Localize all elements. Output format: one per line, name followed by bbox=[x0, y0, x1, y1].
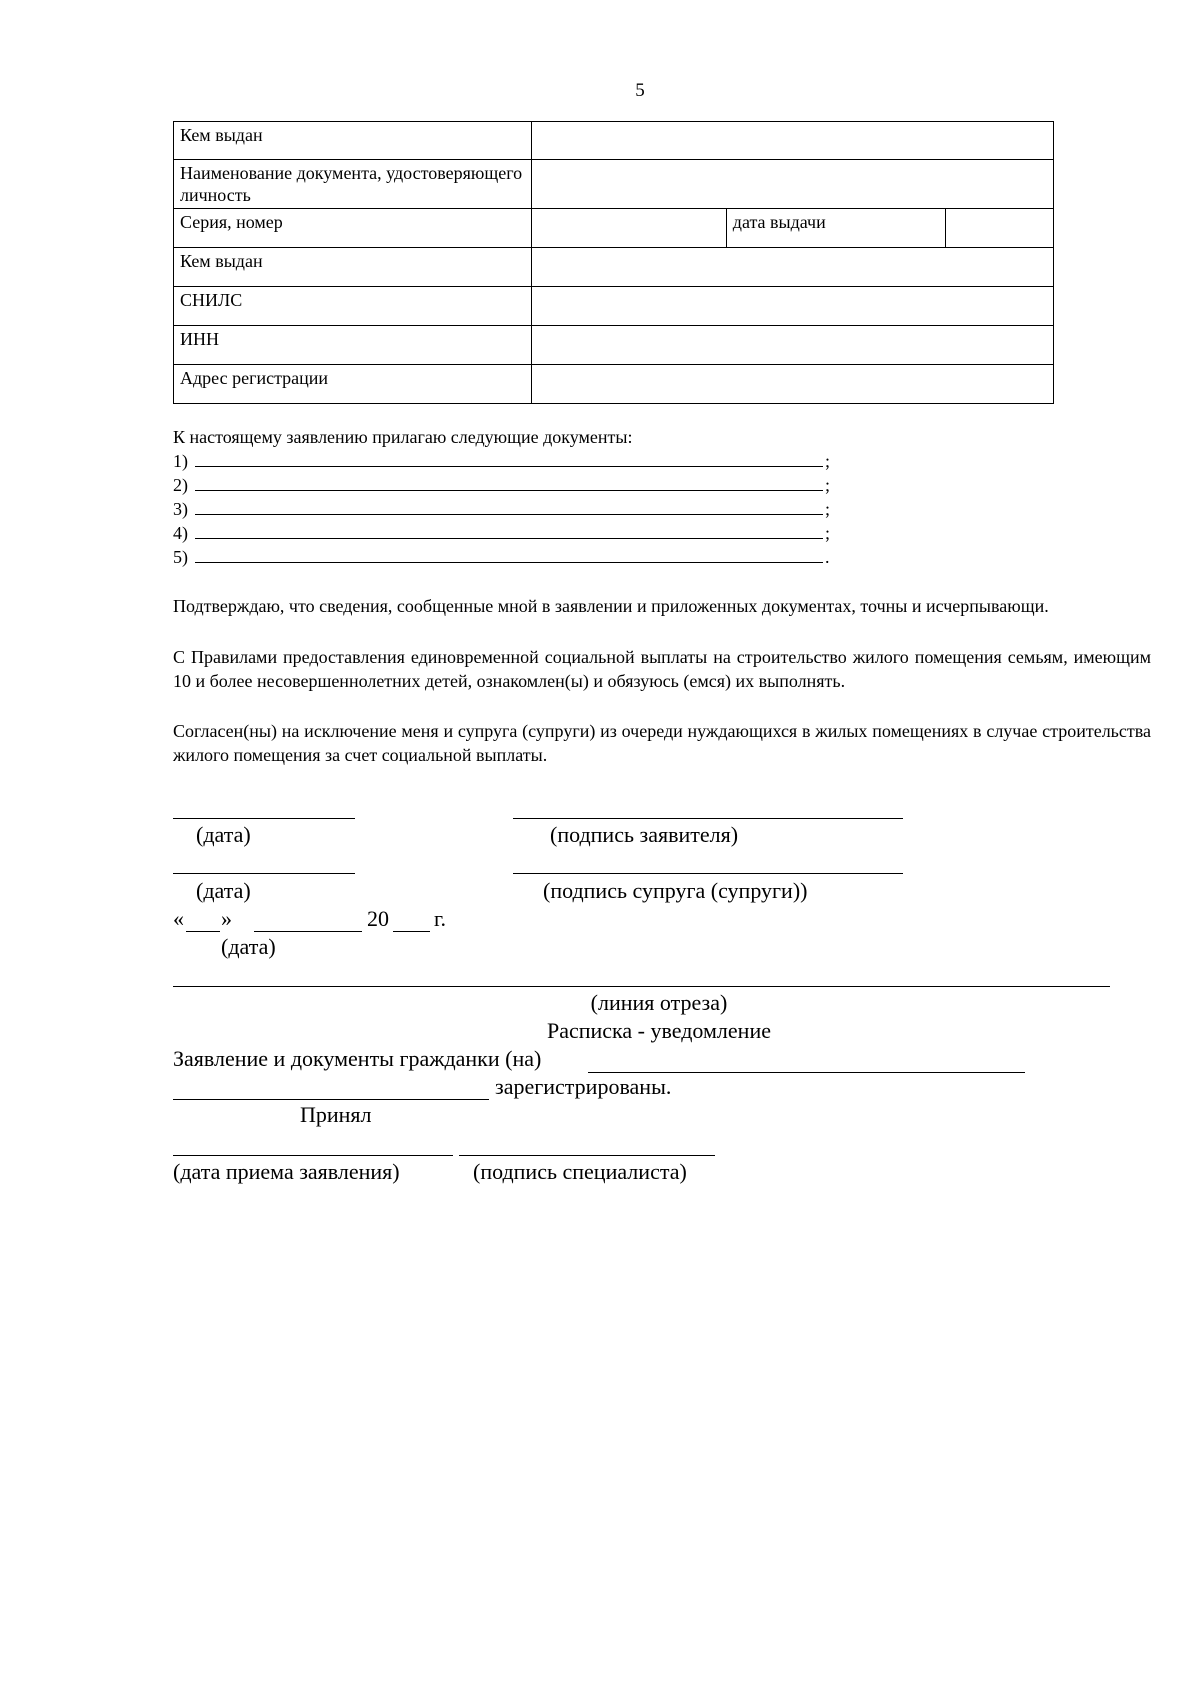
rules-paragraph: С Правилами предоставления единовременной социальной выплаты на строительство жилого помещения семьям, имеющим 10 и более несовершеннолетних детей, ознакомлен(ы) и обязуюсь (емся) их выполнять. bbox=[173, 647, 1151, 691]
list-item: 4) ; bbox=[173, 523, 831, 543]
row-label-issued-by: Кем выдан bbox=[174, 122, 532, 160]
spouse-signature-line bbox=[513, 873, 903, 874]
row-label-address: Адрес регистрации bbox=[174, 365, 532, 404]
page-number: 5 bbox=[635, 80, 645, 101]
cut-line bbox=[173, 986, 1110, 987]
applicant-signature-label: (подпись заявителя) bbox=[550, 822, 739, 847]
table-row bbox=[174, 248, 1054, 287]
attachments-list bbox=[173, 426, 833, 569]
applicant-name-line bbox=[173, 1099, 489, 1100]
fill-line bbox=[195, 473, 823, 491]
table-row bbox=[174, 365, 1054, 404]
date-line bbox=[173, 818, 355, 819]
month-line bbox=[254, 931, 362, 932]
value-cell bbox=[531, 365, 1053, 404]
fill-line bbox=[195, 521, 823, 539]
table-row bbox=[174, 287, 1054, 326]
receipt-date-label: (дата приема заявления) bbox=[173, 1159, 400, 1184]
date-label: (дата) bbox=[196, 822, 251, 847]
cut-line-label: (линия отреза) bbox=[590, 990, 728, 1015]
fill-line bbox=[195, 497, 823, 515]
year-suffix: г. bbox=[434, 906, 447, 931]
row-label-inn: ИНН bbox=[174, 326, 532, 365]
personal-info-table bbox=[173, 121, 1054, 404]
row-label-issued-by: Кем выдан bbox=[174, 248, 532, 287]
spouse-signature-label: (подпись супруга (супруги)) bbox=[543, 878, 808, 903]
value-cell bbox=[531, 209, 726, 248]
year-line bbox=[393, 931, 430, 932]
list-item: 2) ; bbox=[173, 475, 831, 495]
fill-line bbox=[195, 449, 823, 467]
list-item: 5) . bbox=[173, 547, 830, 567]
fill-line bbox=[195, 545, 823, 563]
year-prefix: 20 bbox=[367, 906, 389, 931]
list-item: 3) ; bbox=[173, 499, 831, 519]
value-cell bbox=[946, 209, 1054, 248]
value-cell bbox=[531, 122, 1053, 160]
consent-paragraph: Согласен(ны) на исключение меня и супруга (супруги) из очереди нуждающихся в жилых помещениях в случае строительства жилого помещения за счет социальной выплаты. bbox=[173, 721, 1151, 765]
confirm-paragraph: Подтверждаю, что сведения, сообщенные мной в заявлении и приложенных документах, точны и исчерпывающи. bbox=[173, 596, 1049, 616]
receipt-applicant-text: Заявление и документы гражданки (на) bbox=[173, 1046, 542, 1071]
applicant-signature-line bbox=[513, 818, 903, 819]
receipt-title: Расписка - уведомление bbox=[546, 1018, 771, 1043]
row-label-series-number: Серия, номер bbox=[174, 209, 532, 248]
value-cell bbox=[531, 326, 1053, 365]
date-label: (дата) bbox=[221, 934, 276, 959]
receipt-registered: зарегистрированы. bbox=[495, 1074, 672, 1099]
row-label-id-document: Наименование документа, удостоверяющего личность bbox=[174, 160, 532, 209]
value-cell bbox=[531, 160, 1053, 209]
row-label-snils: СНИЛС bbox=[174, 287, 532, 326]
value-cell bbox=[531, 287, 1053, 326]
date-line bbox=[173, 873, 355, 874]
row-label-issue-date: дата выдачи bbox=[726, 209, 945, 248]
day-line bbox=[186, 931, 220, 932]
specialist-signature-label: (подпись специалиста) bbox=[473, 1159, 687, 1184]
specialist-signature-line bbox=[459, 1155, 715, 1156]
date-label: (дата) bbox=[196, 878, 251, 903]
table-row bbox=[174, 326, 1054, 365]
receipt-date-line bbox=[173, 1155, 453, 1156]
date-close-quote: » bbox=[221, 906, 232, 931]
table-row bbox=[174, 122, 1054, 160]
applicant-name-line bbox=[588, 1072, 1025, 1073]
receipt-accepted: Принял bbox=[300, 1102, 372, 1127]
value-cell bbox=[531, 248, 1053, 287]
table-row bbox=[174, 209, 1054, 248]
table-row bbox=[174, 160, 1054, 209]
list-item: 1) ; bbox=[173, 451, 831, 471]
date-open-quote: « bbox=[173, 906, 184, 931]
attachments-intro: К настоящему заявлению прилагаю следующие документы: bbox=[173, 427, 633, 447]
